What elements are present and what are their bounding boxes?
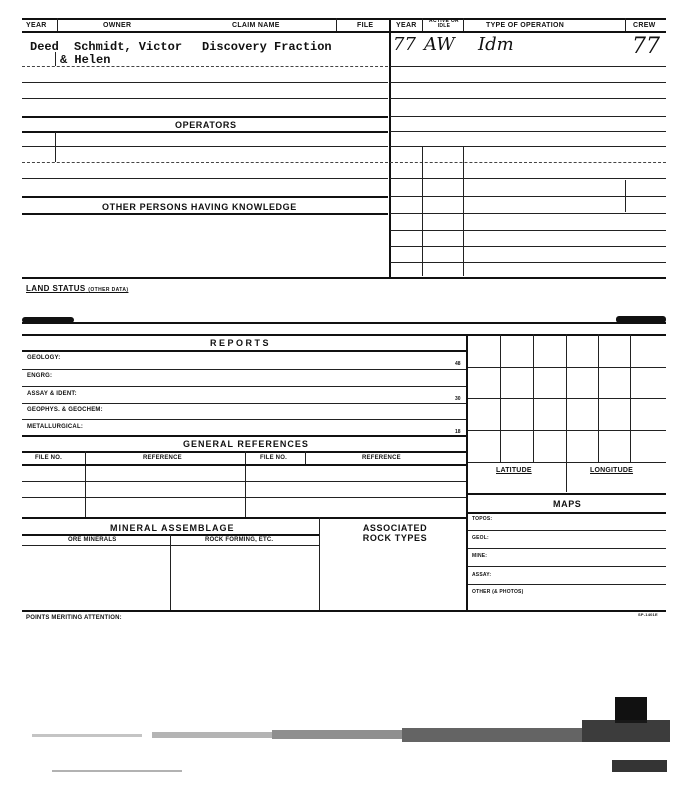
row-line [22, 403, 466, 404]
ref-col-file-no2: FILE NO. [260, 455, 287, 461]
entry-crew: 77 [632, 34, 660, 59]
land-status-sub: (OTHER DATA) [88, 287, 129, 293]
mineral-assemblage-title: MINERAL ASSEMBLAGE [110, 523, 235, 533]
entry-owner: Schmidt, Victor [74, 40, 183, 54]
row-line [22, 116, 388, 118]
section-line [22, 322, 666, 324]
reports-title: REPORTS [210, 338, 272, 348]
grid-line [468, 398, 666, 399]
divider [55, 52, 56, 66]
row-line [22, 386, 466, 387]
divider [85, 451, 86, 517]
report-label-metallurgical: METALLURGICAL: [27, 424, 84, 430]
active-idle-header: ACTIVE OR IDLE [429, 18, 459, 29]
divider [625, 18, 626, 31]
owner-header: OWNER [103, 22, 132, 29]
map-assay: ASSAY: [472, 572, 492, 578]
divider [305, 451, 306, 464]
grid-line [468, 430, 666, 431]
row-line [22, 435, 466, 437]
report-num-geology: 48 [455, 361, 461, 367]
row-line [22, 146, 388, 147]
file-header: FILE [357, 22, 374, 29]
row-line [22, 213, 388, 215]
land-status-label: LAND STATUS [26, 284, 86, 293]
report-label-geophys: GEOPHYS. & GEOCHEM: [27, 407, 103, 413]
row-line [22, 451, 466, 453]
section-line [22, 610, 666, 612]
type-of-operation-header: TYPE OF OPERATION [486, 22, 565, 29]
row-line [390, 178, 666, 179]
entry-claim-name: Discovery Fraction [202, 40, 332, 54]
row-line [468, 566, 666, 567]
divider [463, 146, 464, 276]
report-label-geology: GEOLOGY: [27, 355, 61, 361]
section-line [22, 277, 666, 279]
row-line [22, 481, 466, 482]
row-line [468, 584, 666, 585]
entry-year: Deed [30, 40, 59, 54]
report-label-assay: ASSAY & IDENT: [27, 391, 77, 397]
longitude-label: LONGITUDE [590, 467, 634, 474]
row-line [22, 419, 466, 420]
row-line [22, 497, 466, 498]
map-other: OTHER (& PHOTOS) [472, 589, 524, 595]
year-header: YEAR [26, 22, 47, 29]
row-line [390, 131, 666, 132]
ref-col-reference2: REFERENCE [362, 455, 401, 461]
row-line [22, 464, 466, 466]
row-line [390, 146, 666, 147]
entry-type-of-operation: Idm [478, 34, 514, 55]
divider [422, 18, 423, 31]
row-line [390, 246, 666, 247]
report-label-engrg: ENGRG: [27, 373, 53, 379]
row-line [22, 196, 388, 198]
general-references-title: GENERAL REFERENCES [183, 439, 309, 449]
map-topos: TOPOS: [472, 516, 493, 522]
report-num-metallurgical: 18 [455, 429, 461, 435]
row-line [390, 82, 666, 83]
entry-owner-line2: & Helen [60, 53, 111, 67]
land-status-title [26, 284, 128, 293]
row-line [22, 82, 388, 83]
row-line [468, 530, 666, 531]
row-line [22, 545, 319, 546]
entry-active-idle: AW [424, 34, 455, 55]
divider [245, 451, 246, 517]
crew-header: CREW [633, 22, 656, 29]
row-line [390, 116, 666, 117]
grid-line [468, 462, 666, 463]
header-bottom [22, 31, 666, 33]
other-persons-title: OTHER PERSONS HAVING KNOWLEDGE [102, 202, 297, 212]
row-line [468, 493, 666, 495]
row-line [390, 213, 666, 214]
rock-forming-col: ROCK FORMING, ETC. [205, 537, 274, 543]
ref-col-file-no: FILE NO. [35, 455, 62, 461]
latitude-label: LATITUDE [496, 467, 532, 474]
row-line [22, 162, 388, 163]
entry-op-year: 77 [393, 34, 416, 55]
row-line [390, 262, 666, 263]
report-num-assay: 30 [455, 396, 461, 402]
divider [57, 18, 58, 31]
row-line [390, 162, 666, 163]
year2-header: YEAR [396, 22, 417, 29]
section-line [22, 334, 666, 336]
row-line [22, 517, 466, 519]
divider [319, 517, 320, 610]
row-line [468, 548, 666, 549]
divider [463, 18, 464, 31]
row-line [468, 512, 666, 514]
reports-divider [466, 334, 468, 610]
divider [55, 132, 56, 162]
claim-name-header: CLAIM NAME [232, 22, 280, 29]
ore-minerals-col: ORE MINERALS [68, 537, 117, 543]
ref-col-reference: REFERENCE [143, 455, 182, 461]
divider [625, 180, 626, 212]
row-line [390, 66, 666, 67]
map-geol: GEOL: [472, 535, 489, 541]
operators-title: OPERATORS [175, 120, 237, 130]
top-border [22, 18, 666, 20]
points-meriting-attention: POINTS MERITING ATTENTION: [26, 615, 122, 621]
row-line [22, 369, 466, 370]
divider [422, 146, 423, 276]
row-line [22, 350, 466, 352]
main-divider [389, 18, 391, 278]
row-line [390, 98, 666, 99]
divider [336, 18, 337, 31]
maps-title: MAPS [553, 499, 582, 509]
map-mine: MINE: [472, 553, 488, 559]
row-line [22, 131, 388, 133]
scan-mark [616, 316, 666, 323]
grid-line [468, 367, 666, 368]
scan-noise [22, 690, 672, 780]
row-line [390, 230, 666, 231]
associated-rock-types-title: ASSOCIATED ROCK TYPES [362, 523, 428, 543]
row-line [22, 98, 388, 99]
grid-line [566, 334, 567, 492]
row-line [22, 66, 388, 67]
form-number: SP-1401E [638, 612, 658, 617]
row-line [22, 178, 388, 179]
